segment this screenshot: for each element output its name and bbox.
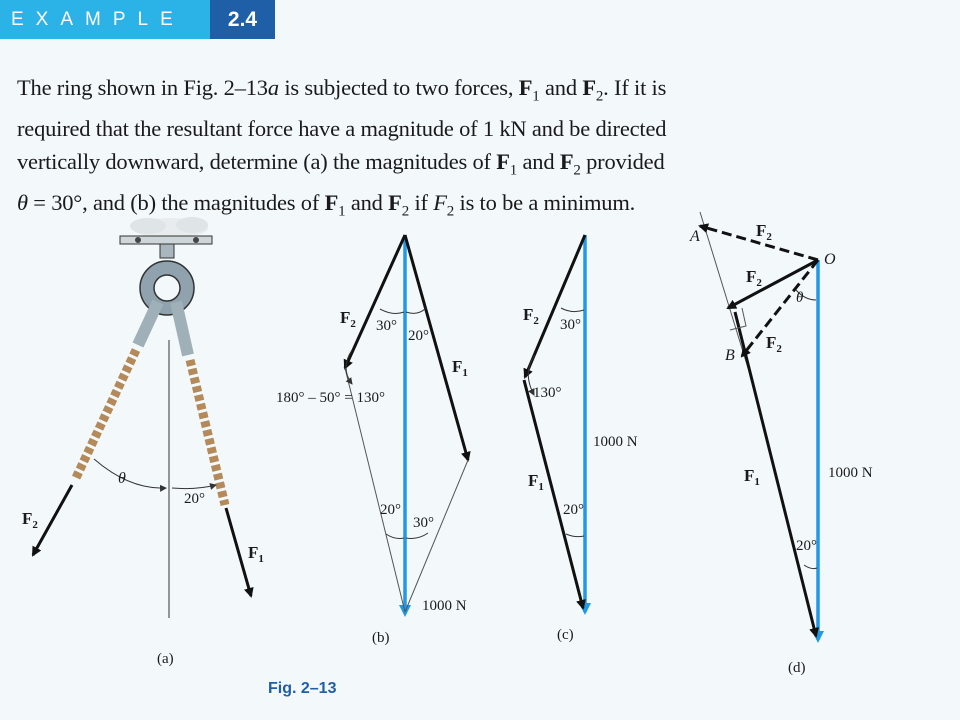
rope-left <box>75 350 136 480</box>
F1-label: $F_1$ <box>452 357 468 379</box>
text-run: 1 <box>532 88 540 105</box>
resultant-label: 1000 N <box>422 598 467 614</box>
text-run: if <box>409 189 434 215</box>
angle-arc <box>386 534 404 539</box>
figure-d <box>689 212 873 676</box>
text-run: 2 <box>595 88 604 105</box>
F2-label: $F_2$ <box>22 509 38 531</box>
angle-arc <box>406 308 426 313</box>
text-run: F <box>518 75 533 100</box>
figure-a-label: (a) <box>157 651 174 667</box>
problem-line-2: required that the resultant force have a magnitude of 1 kN and be directed <box>17 116 667 141</box>
text-run: F <box>433 189 447 215</box>
angle-arc <box>566 534 584 537</box>
rope-left-sleeve <box>138 302 158 345</box>
F2-label-A: $F_2$ <box>756 221 772 243</box>
text-run: and <box>345 189 389 215</box>
text-run: and <box>517 148 560 174</box>
force-F1-arrow <box>405 235 468 460</box>
force-F2-arrow <box>33 485 72 555</box>
point-O-label: O <box>824 251 836 268</box>
angle-130-label: 180° – 50° = 130° <box>276 390 385 406</box>
text-run: vertically downward, determine (a) the magnitudes of <box>17 148 497 174</box>
theta-arc <box>94 459 166 488</box>
F2-label-B: $F_2$ <box>766 333 782 355</box>
text-run: a <box>267 75 279 100</box>
angle-arc <box>406 533 428 538</box>
text-run: and <box>539 75 583 100</box>
text-run: F <box>324 189 339 215</box>
resultant-label: 1000 N <box>593 434 638 450</box>
resultant-label: 1000 N <box>828 465 873 481</box>
text-run: θ <box>17 189 28 215</box>
angle-20-bottom-label: 20° <box>380 502 401 518</box>
ceiling-cloud <box>130 218 166 234</box>
example-banner-number: 2.4 <box>210 0 275 39</box>
figure-a <box>22 217 264 667</box>
angle-20-label: 20° <box>184 491 205 507</box>
F2-label-min: $F_2$ <box>746 267 762 289</box>
point-A-label: A <box>690 228 700 245</box>
text-run: F <box>388 189 402 215</box>
figure-b <box>276 235 468 646</box>
figure-c-label: (c) <box>557 627 574 643</box>
text-run: F <box>496 148 510 174</box>
text-run: = 30°, and (b) the magnitudes of <box>27 189 325 215</box>
text-run: provided <box>580 148 665 174</box>
rope-right-sleeve <box>176 302 188 355</box>
text-run: 1 <box>338 203 346 219</box>
force-F2-min-arrow <box>728 260 818 308</box>
angle-30-top-label: 30° <box>376 318 397 334</box>
ceiling-cloud <box>176 217 208 233</box>
text-run: 1 <box>509 162 518 178</box>
angle-20-label: 20° <box>796 538 817 554</box>
text-run: 2 <box>573 162 581 178</box>
angle-arc <box>561 308 584 312</box>
F1-label: $F_1$ <box>248 543 264 565</box>
text-run: . If it is <box>603 75 667 100</box>
F2-label: $F_2$ <box>523 305 539 327</box>
text-run: The ring shown in Fig. 2–13 <box>17 75 268 100</box>
bolt <box>135 237 141 243</box>
theta-label: θ <box>118 470 126 487</box>
text-run: is subjected to two forces, <box>278 75 519 100</box>
construction-line <box>405 460 468 612</box>
angle-20-top-label: 20° <box>408 328 429 344</box>
rope-right <box>190 360 225 505</box>
figure-caption: Fig. 2–13 <box>268 680 337 697</box>
angle-130-label: 130° <box>533 385 562 401</box>
angle-20-label: 20° <box>563 502 584 518</box>
ring-hole <box>154 275 180 301</box>
text-run: 2 <box>401 203 410 219</box>
figure-b-label: (b) <box>372 630 390 646</box>
angle-20-arc <box>172 485 216 489</box>
point-B-label: B <box>725 347 735 364</box>
angle-arc <box>804 565 817 569</box>
figure-d-label: (d) <box>788 660 806 676</box>
angle-30-label: 30° <box>560 317 581 333</box>
figure-c <box>523 235 638 643</box>
F1-label: $F_1$ <box>744 466 760 488</box>
force-F1-arrow <box>524 380 583 608</box>
angle-30-bottom-label: 30° <box>413 515 434 531</box>
F1-label: $F_1$ <box>528 471 544 493</box>
text-run: 2 <box>446 203 455 219</box>
ring-neck <box>160 244 174 258</box>
text-run: is to be a minimum. <box>454 189 636 215</box>
line-of-action-F1 <box>700 212 748 368</box>
force-F2-arrow <box>345 235 405 368</box>
text-run: F <box>559 148 574 174</box>
angle-arc <box>380 309 404 313</box>
bolt <box>193 237 199 243</box>
theta-label: θ <box>796 290 804 306</box>
text-run: F <box>582 75 596 100</box>
example-banner-word: EXAMPLE <box>0 0 210 39</box>
F2-label: $F_2$ <box>340 308 356 330</box>
